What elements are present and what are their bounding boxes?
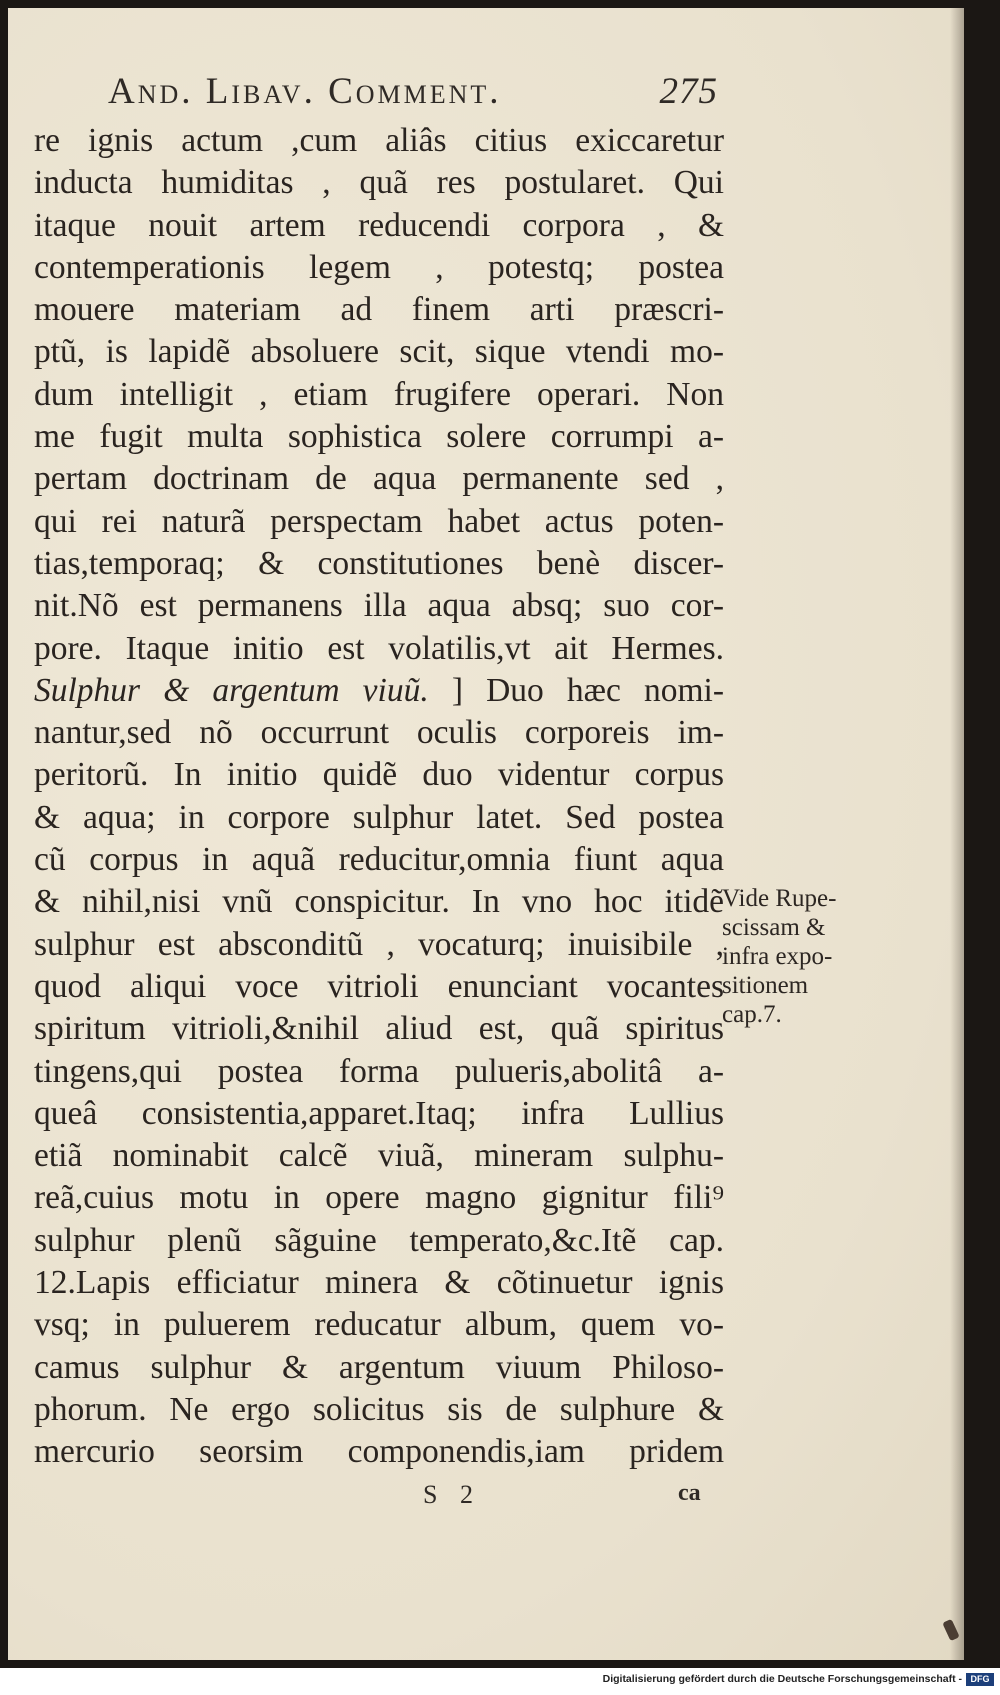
text-line bbox=[34, 1304, 724, 1346]
text-line bbox=[34, 289, 724, 331]
text-line bbox=[34, 881, 724, 923]
text-line bbox=[34, 754, 724, 796]
line-text: tingens,qui postea forma pulueris,abolitâ a- bbox=[34, 1052, 724, 1090]
book-page bbox=[8, 8, 964, 1660]
line-text: mouere materiam ad finem arti præscri- bbox=[34, 291, 724, 329]
text-line bbox=[34, 1347, 724, 1389]
digitization-footer bbox=[0, 1668, 1000, 1695]
line-text: reã,cuius motu in opere magno gignitur fili⁹ bbox=[34, 1179, 724, 1217]
line-text: re ignis actum ,cum aliâs citius exiccaretur bbox=[34, 122, 724, 159]
text-line bbox=[34, 585, 724, 627]
text-line bbox=[34, 797, 724, 839]
line-text: mercurio seorsim componendis,iam pridem bbox=[34, 1433, 724, 1471]
line-text: contemperationis legem , potestq; postea bbox=[34, 248, 724, 286]
text-line bbox=[34, 543, 724, 585]
line-text: peritorũ. In initio quidẽ duo videntur corpus bbox=[34, 756, 724, 794]
text-line bbox=[34, 205, 724, 247]
text-line bbox=[34, 1220, 724, 1262]
running-head bbox=[108, 70, 718, 118]
line-text: pore. Itaque initio est volatilis,vt ait Hermes. bbox=[34, 629, 724, 667]
line-text: 12.Lapis efficiatur minera & cõtinuetur ignis bbox=[34, 1264, 724, 1302]
page-number: 275 bbox=[659, 71, 718, 112]
dfg-logo: DFG bbox=[966, 1673, 994, 1686]
line-text: qui rei naturã perspectam habet actus poten- bbox=[34, 502, 724, 540]
page-gutter-shadow bbox=[950, 8, 964, 1660]
text-line bbox=[34, 1051, 724, 1093]
text-line bbox=[34, 1135, 724, 1177]
line-text: itaque nouit artem reducendi corpora , & bbox=[34, 206, 724, 244]
lemma-heading: Sulphur & argentum viuũ. bbox=[34, 671, 452, 709]
marginal-note-line: scissam & bbox=[722, 914, 826, 941]
marginal-note-line: cap.7. bbox=[722, 1001, 782, 1028]
running-title: And. Libav. Comment. bbox=[108, 71, 502, 112]
line-text: pertam doctrinam de aqua permanente sed , bbox=[34, 460, 724, 498]
text-line bbox=[34, 458, 724, 500]
line-text: quod aliqui voce vitrioli enunciant vocantes bbox=[34, 967, 724, 1005]
line-text: nantur,sed nõ occurrunt oculis corporeis im- bbox=[34, 714, 724, 752]
line-text: tias,temporaq; & constitutiones benè discer- bbox=[34, 544, 724, 582]
funding-credit: Digitalisierung gefördert durch die Deutsche Forschungsgemeinschaft - bbox=[602, 1673, 962, 1685]
text-line bbox=[34, 1008, 724, 1050]
line-text: & nihil,nisi vnũ conspicitur. In vno hoc itidẽ bbox=[34, 883, 724, 921]
catchword: ca bbox=[678, 1480, 701, 1506]
line-text: sulphur est absconditũ , vocaturq; inuisibile , bbox=[34, 925, 724, 963]
line-text: spiritum vitrioli,&nihil aliud est, quã spiritus bbox=[34, 1010, 724, 1048]
line-text: ptũ, is lapidẽ absoluere scit, sique vtendi mo- bbox=[34, 333, 724, 371]
line-text: nit.Nõ est permanens illa aqua absq; suo cor- bbox=[34, 587, 724, 625]
text-line bbox=[34, 416, 724, 458]
line-text: etiã nominabit calcẽ viuã, mineram sulphu- bbox=[34, 1137, 724, 1175]
text-line bbox=[34, 331, 724, 373]
text-line bbox=[34, 1389, 724, 1431]
text-line bbox=[34, 120, 724, 162]
line-text: camus sulphur & argentum viuum Philoso- bbox=[34, 1348, 724, 1386]
line-text: vsq; in puluerem reducatur album, quem vo- bbox=[34, 1306, 724, 1344]
line-text: me fugit multa sophistica solere corrumpi a- bbox=[34, 418, 724, 456]
text-line bbox=[34, 162, 724, 204]
signature-mark: S 2 bbox=[423, 1480, 481, 1509]
marginal-note-line: Vide Rupe- bbox=[722, 885, 837, 912]
text-line bbox=[34, 1262, 724, 1304]
text-line bbox=[34, 966, 724, 1008]
line-text: ] Duo hæc nomi- bbox=[451, 671, 724, 709]
text-line bbox=[34, 1093, 724, 1135]
line-text: cũ corpus in aquã reducitur,omnia fiunt aqua bbox=[34, 841, 724, 879]
text-line bbox=[34, 712, 724, 754]
marginal-note-line: sitionem bbox=[722, 972, 809, 999]
text-line bbox=[34, 374, 724, 416]
line-text: phorum. Ne ergo solicitus sis de sulphure & bbox=[34, 1390, 724, 1428]
text-line bbox=[34, 628, 724, 670]
body-text bbox=[34, 120, 724, 1474]
text-line bbox=[34, 924, 724, 966]
marginal-note-line: infra expo- bbox=[722, 943, 833, 970]
text-line bbox=[34, 1177, 724, 1219]
text-line bbox=[34, 1431, 724, 1473]
line-text: & aqua; in corpore sulphur latet. Sed postea bbox=[34, 798, 724, 836]
text-line bbox=[34, 670, 724, 712]
line-text: queâ consistentia,apparet.Itaq; infra Lullius bbox=[34, 1094, 724, 1132]
text-line bbox=[34, 501, 724, 543]
marginal-note bbox=[722, 884, 882, 1029]
line-text: sulphur plenũ sãguine temperato,&c.Itẽ cap. bbox=[34, 1221, 724, 1259]
line-text: inducta humiditas , quã res postularet. Qui bbox=[34, 164, 724, 202]
line-text: dum intelligit , etiam frugifere operari. Non bbox=[34, 375, 724, 413]
text-line bbox=[34, 247, 724, 289]
text-line bbox=[34, 839, 724, 881]
